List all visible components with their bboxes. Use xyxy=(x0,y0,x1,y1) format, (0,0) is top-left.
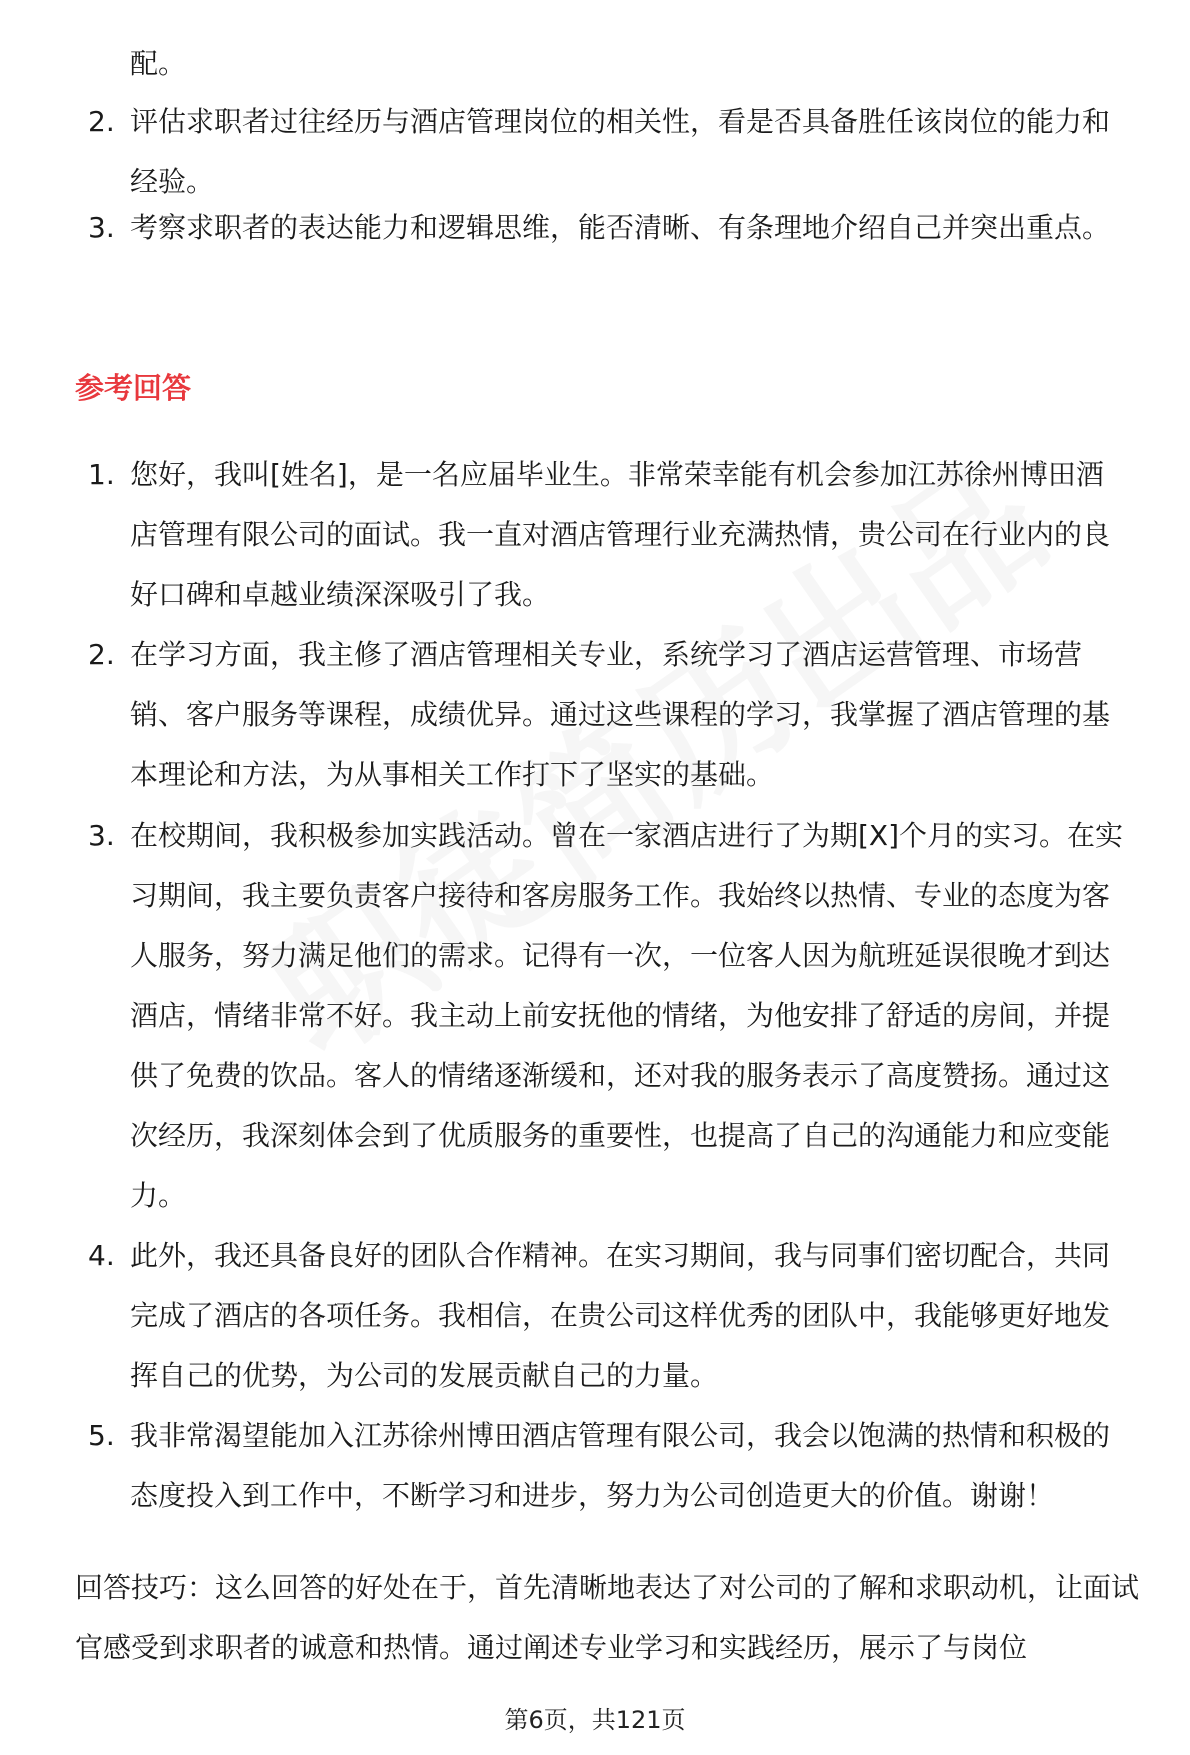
item-text: 您好，我叫[姓名]，是一名应届毕业生。非常荣幸能有机会参加江苏徐州博田酒店管理有限公司的面试。我一直对酒店管理行业充满热情，贵公司在行业内的良好口碑和卓越业绩深深吸引了我。 xyxy=(130,458,1111,611)
item-number: 3. xyxy=(88,211,115,244)
criteria-item xyxy=(88,92,1148,212)
section-heading: 参考回答 xyxy=(75,371,192,405)
tips-label: 回答技巧： xyxy=(75,1571,216,1604)
item-number: 3. xyxy=(88,819,115,852)
item-text: 评估求职者过往经历与酒店管理岗位的相关性，看是否具备胜任该岗位的能力和经验。 xyxy=(130,105,1111,198)
tips-text: 这么回答的好处在于，首先清晰地表达了对公司的了解和求职动机，让面试官感受到求职者的诚意和热情。通过阐述专业学习和实践经历，展示了与岗位 xyxy=(75,1571,1140,1664)
item-number: 4. xyxy=(88,1239,115,1272)
page-footer: 第6页，共121页 xyxy=(504,1706,686,1734)
continued-text: 配。 xyxy=(130,47,187,80)
answer-tips xyxy=(75,1558,1165,1678)
item-number: 2. xyxy=(88,638,115,671)
item-text: 考察求职者的表达能力和逻辑思维，能否清晰、有条理地介绍自己并突出重点。 xyxy=(130,211,1111,244)
item-text: 我非常渴望能加入江苏徐州博田酒店管理有限公司，我会以饱满的热情和积极的态度投入到工作中，不断学习和进步，努力为公司创造更大的价值。谢谢！ xyxy=(130,1419,1111,1512)
item-text: 在校期间，我积极参加实践活动。曾在一家酒店进行了为期[X]个月的实习。在实习期间，我主要负责客户接待和客房服务工作。我始终以热情、专业的态度为客人服务，努力满足他们的需求。记得有一次，一位客人因为航班延误很晚才到达酒店，情绪非常不好。我主动上前安抚他的情绪，为他安排了舒适的房间，并提供了免费的饮品。客人的情绪逐渐缓和，还对我的服务表示了高度赞扬。通过这次经历，我深刻体会到了优质服务的重要性，也提高了自己的沟通能力和应变能力。 xyxy=(130,819,1124,1212)
item-text: 此外，我还具备良好的团队合作精神。在实习期间，我与同事们密切配合，共同完成了酒店的各项任务。我相信，在贵公司这样优秀的团队中，我能够更好地发挥自己的优势，为公司的发展贡献自己的力量。 xyxy=(130,1239,1111,1392)
item-number: 1. xyxy=(88,458,115,491)
item-number: 2. xyxy=(88,105,115,138)
item-number: 5. xyxy=(88,1419,115,1452)
criteria-item xyxy=(88,198,1148,318)
item-text: 在学习方面，我主修了酒店管理相关专业，系统学习了酒店运营管理、市场营销、客户服务等课程，成绩优异。通过这些课程的学习，我掌握了酒店管理的基本理论和方法，为从事相关工作打下了坚实的基础。 xyxy=(130,638,1111,791)
